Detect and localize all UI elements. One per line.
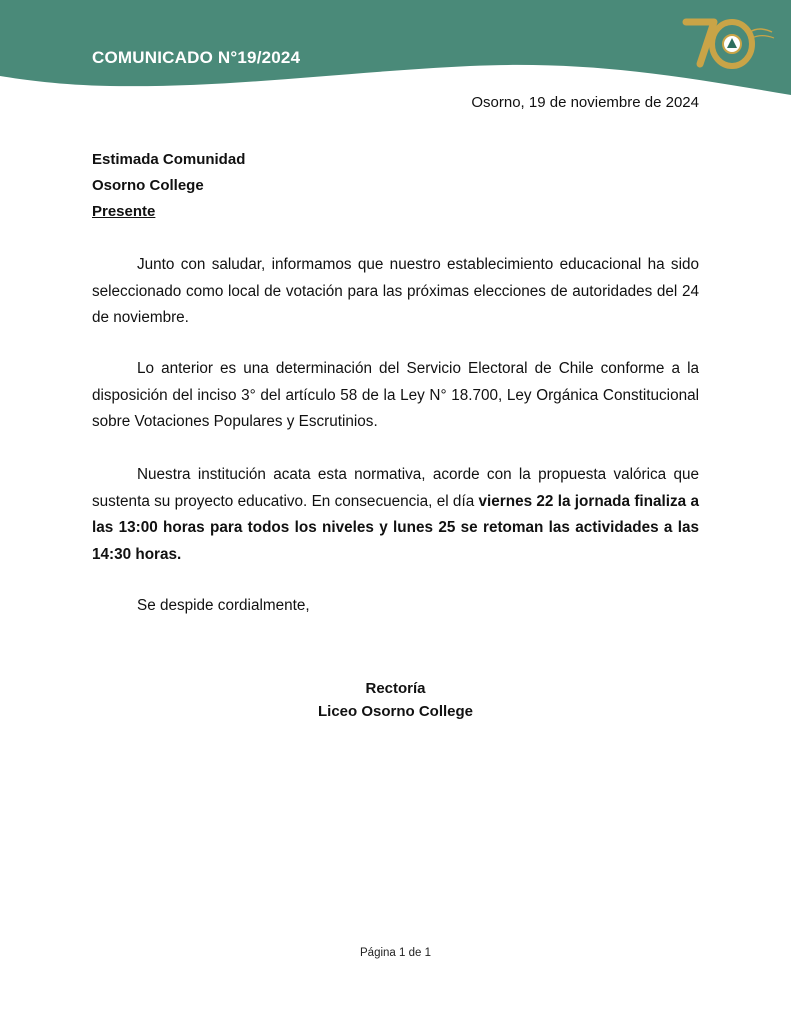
paragraph-text: Junto con saludar, informamos que nuestro establecimiento educacional ha sido seleccionado como local de votación para las próximas elecciones de autoridades del 24 de noviembre. bbox=[92, 256, 699, 326]
signature-role: Rectoría bbox=[365, 680, 426, 697]
addressee-presente: Presente bbox=[92, 203, 156, 220]
anniversary-logo bbox=[680, 14, 780, 70]
addressee-line: Estimada Comunidad bbox=[92, 151, 246, 168]
document-date: Osorno, 19 de noviembre de 2024 bbox=[471, 94, 699, 111]
signature-institution: Liceo Osorno College bbox=[317, 703, 474, 720]
page-number: Página 1 de 1 bbox=[360, 947, 431, 959]
paragraph-closing bbox=[92, 593, 699, 620]
document-title: COMUNICADO N°19/2024 bbox=[92, 48, 301, 67]
paragraph-text bbox=[92, 462, 699, 568]
signature-block bbox=[0, 677, 791, 723]
paragraph-2 bbox=[92, 356, 699, 436]
paragraph-3 bbox=[92, 462, 699, 568]
addressee-block bbox=[92, 147, 245, 225]
paragraph-text: Lo anterior es una determinación del Servicio Electoral de Chile conforme a la disposición del inciso 3° del artículo 58 de la Ley N° 18.700, Ley Orgánica Constitucional sobre Votaciones Populares y Escrutinios. bbox=[92, 360, 699, 430]
paragraph-normal-text: Nuestra institución acata esta normativa, acorde con la propuesta valórica que sustenta su proyecto educativo. En consecuencia, el día bbox=[92, 466, 699, 510]
addressee-line: Osorno College bbox=[92, 177, 204, 194]
paragraph-bold-text: viernes 22 la jornada finaliza a las 13:00 horas para todos los niveles y lunes 25 se retoman las actividades a las 14:30 horas. bbox=[92, 492, 699, 563]
paragraph-text: Se despide cordialmente, bbox=[137, 597, 310, 614]
paragraph-1 bbox=[92, 252, 699, 332]
header-banner bbox=[0, 0, 791, 100]
